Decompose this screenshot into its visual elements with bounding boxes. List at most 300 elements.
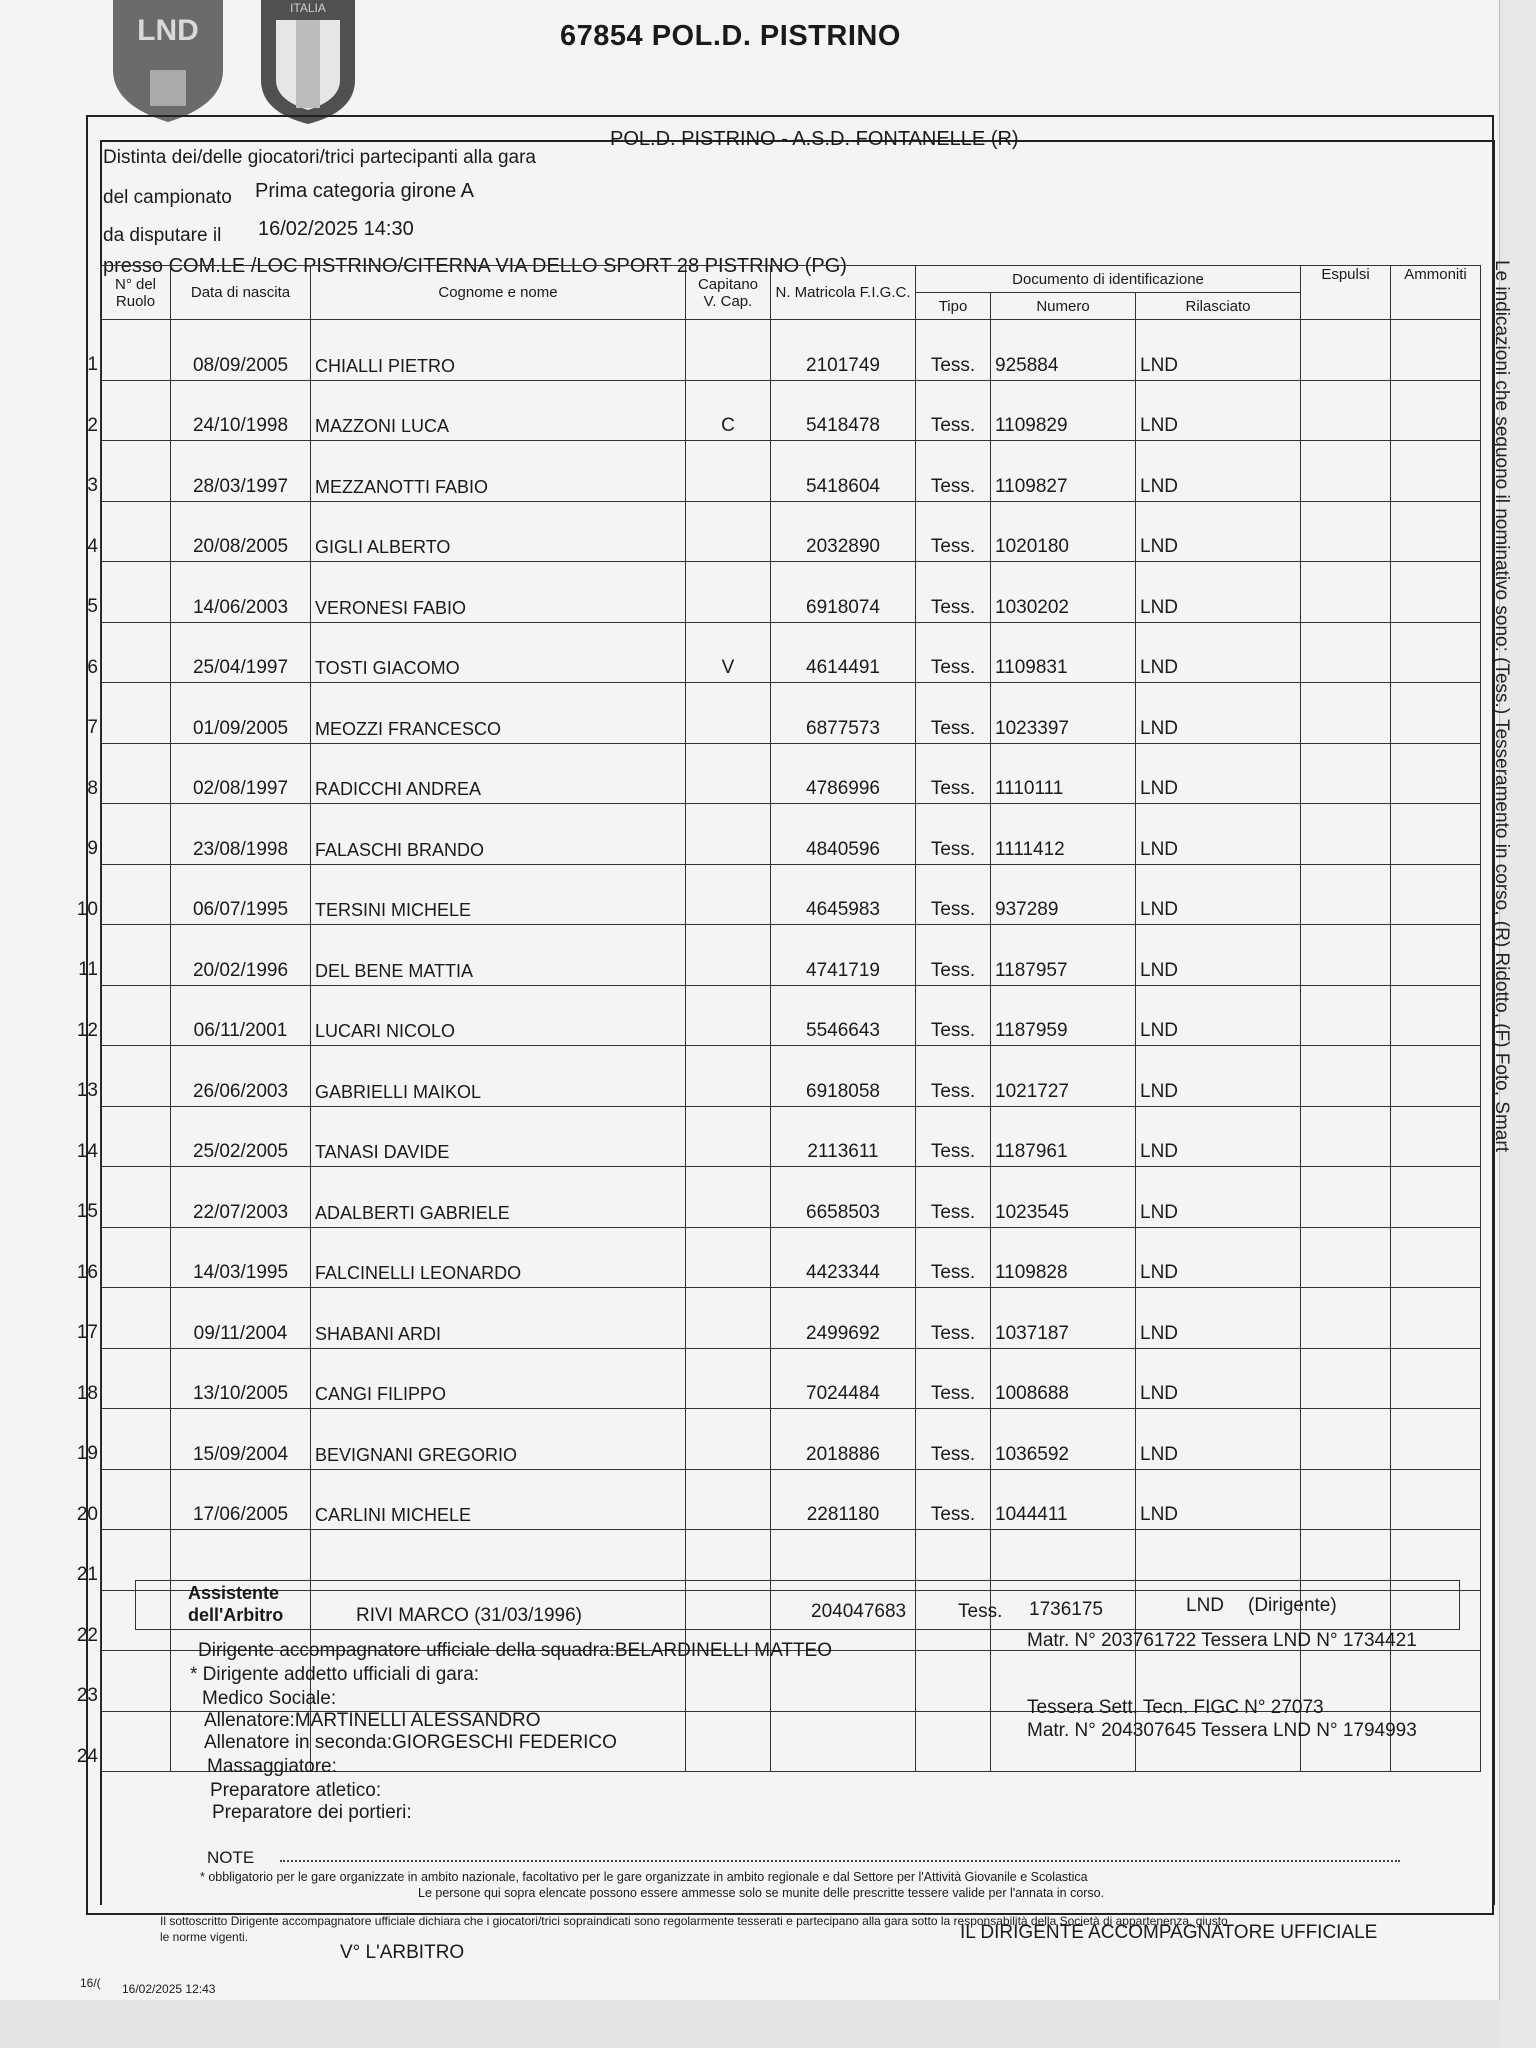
birth-cell: 13/10/2005: [171, 1348, 311, 1409]
championship-label: del campionato: [103, 187, 232, 208]
doc-type-cell: Tess.: [916, 1348, 991, 1409]
row-number: 17: [76, 1322, 98, 1343]
venue-label: presso: [103, 255, 164, 277]
expelled-cell: [1301, 743, 1391, 804]
matricola-cell: 4741719: [771, 925, 916, 986]
doc-issued-cell: LND: [1136, 320, 1301, 381]
doc-type-cell: Tess.: [916, 622, 991, 683]
doc-number-cell: 1021727: [991, 1046, 1136, 1107]
footnote-1: * obbligatorio per le gare organizzate in ambito nazionale, facoltativo per le gare organizzate in ambito regionale e dal Settore per l'Attività Giovanile e Scolastica: [200, 1870, 1088, 1884]
name-cell: FALCINELLI LEONARDO: [311, 1227, 686, 1288]
expelled-cell: [1301, 1288, 1391, 1349]
expelled-cell: [1301, 864, 1391, 925]
doc-issued-cell: LND: [1136, 925, 1301, 986]
role-cell: [101, 1409, 171, 1470]
notes-line: [280, 1860, 1400, 1862]
matricola-cell: 5418604: [771, 441, 916, 502]
expelled-cell: [1301, 1227, 1391, 1288]
row-number: 13: [76, 1080, 98, 1101]
captain-cell: [686, 501, 771, 562]
date-label: da disputare il: [103, 225, 222, 246]
doc-issued-cell: LND: [1136, 683, 1301, 744]
assistant-name: RIVI MARCO (31/03/1996): [356, 1605, 582, 1626]
doc-issued-cell: LND: [1136, 1106, 1301, 1167]
matricola-cell: [771, 1711, 916, 1772]
staff-prep-atletico: Preparatore atletico:: [210, 1780, 382, 1801]
staff-allenatore-info: Tessera Sett. Tecn. FIGC N° 27073: [1027, 1697, 1324, 1718]
assistant-matricola: 204047683: [811, 1601, 907, 1622]
doc-type-cell: Tess.: [916, 985, 991, 1046]
warned-cell: [1391, 1651, 1481, 1712]
staff-dirigente: Dirigente accompagnatore ufficiale della squadra:BELARDINELLI MATTEO: [198, 1640, 832, 1661]
table-row: [101, 1348, 1481, 1409]
row-number: 20: [76, 1504, 98, 1525]
matricola-cell: 2032890: [771, 501, 916, 562]
row-number: 11: [78, 959, 98, 980]
birth-cell: 26/06/2003: [171, 1046, 311, 1107]
matricola-cell: 4645983: [771, 864, 916, 925]
table-row: [101, 925, 1481, 986]
row-number: 15: [76, 1201, 98, 1222]
expelled-cell: [1301, 380, 1391, 441]
doc-number-cell: 937289: [991, 864, 1136, 925]
name-cell: SHABANI ARDI: [311, 1288, 686, 1349]
role-cell: [101, 1469, 171, 1530]
warned-cell: [1391, 1348, 1481, 1409]
expelled-cell: [1301, 562, 1391, 623]
matricola-cell: 6918074: [771, 562, 916, 623]
row-number: 8: [87, 778, 98, 799]
warned-cell: [1391, 1167, 1481, 1228]
staff-massaggiatore: Massaggiatore:: [207, 1756, 337, 1777]
doc-type-cell: Tess.: [916, 320, 991, 381]
birth-cell: 24/10/1998: [171, 380, 311, 441]
doc-number-cell: 1109827: [991, 441, 1136, 502]
declaration-1: Il sottoscritto Dirigente accompagnatore ufficiale dichiara che i giocatori/trici sopraindicati sono regolarmente tesserati e partecipano alla gara sotto la responsabilità della Società di appartenenza, giusto: [160, 1914, 1228, 1928]
role-cell: [101, 1288, 171, 1349]
doc-type-cell: Tess.: [916, 1167, 991, 1228]
table-row: [101, 1046, 1481, 1107]
name-cell: TANASI DAVIDE: [311, 1106, 686, 1167]
warned-cell: [1391, 441, 1481, 502]
warned-cell: [1391, 1469, 1481, 1530]
matricola-cell: 2499692: [771, 1288, 916, 1349]
table-row: [101, 622, 1481, 683]
table-row: [101, 1106, 1481, 1167]
assistant-role: (Dirigente): [1248, 1595, 1337, 1616]
assistant-doc-type: Tess.: [958, 1601, 1003, 1622]
matricola-cell: 5546643: [771, 985, 916, 1046]
table-row: [101, 501, 1481, 562]
name-cell: GABRIELLI MAIKOL: [311, 1046, 686, 1107]
table-row: [101, 1288, 1481, 1349]
name-cell: MAZZONI LUCA: [311, 380, 686, 441]
doc-issued-cell: LND: [1136, 743, 1301, 804]
row-number: 5: [87, 596, 98, 617]
captain-cell: [686, 562, 771, 623]
doc-number-cell: 1008688: [991, 1348, 1136, 1409]
row-number: 24: [76, 1746, 98, 1767]
doc-type-cell: Tess.: [916, 683, 991, 744]
matricola-cell: 6918058: [771, 1046, 916, 1107]
notes-label: NOTE: [207, 1848, 255, 1867]
doc-number-cell: 1037187: [991, 1288, 1136, 1349]
lnd-logo: [108, 0, 228, 125]
birth-cell: 06/11/2001: [171, 985, 311, 1046]
doc-type-cell: [916, 1711, 991, 1772]
warned-cell: [1391, 1288, 1481, 1349]
expelled-cell: [1301, 1409, 1391, 1470]
doc-type-cell: Tess.: [916, 1227, 991, 1288]
matricola-cell: 2281180: [771, 1469, 916, 1530]
row-number: 21: [76, 1564, 98, 1585]
warned-cell: [1391, 562, 1481, 623]
role-cell: [101, 1167, 171, 1228]
captain-cell: [686, 1348, 771, 1409]
col-doc-issued: Rilasciato: [1136, 293, 1301, 320]
matricola-cell: 4786996: [771, 743, 916, 804]
doc-issued-cell: LND: [1136, 864, 1301, 925]
doc-number-cell: 1109828: [991, 1227, 1136, 1288]
name-cell: DEL BENE MATTIA: [311, 925, 686, 986]
name-cell: MEOZZI FRANCESCO: [311, 683, 686, 744]
name-cell: CARLINI MICHELE: [311, 1469, 686, 1530]
staff-prep-portieri: Preparatore dei portieri:: [212, 1802, 412, 1823]
doc-type-cell: Tess.: [916, 864, 991, 925]
matricola-cell: 2101749: [771, 320, 916, 381]
staff-vice: Allenatore in seconda:GIORGESCHI FEDERICO: [204, 1732, 617, 1753]
doc-issued-cell: LND: [1136, 1167, 1301, 1228]
matricola-cell: 6877573: [771, 683, 916, 744]
row-number: 10: [76, 899, 98, 920]
doc-issued-cell: LND: [1136, 1409, 1301, 1470]
doc-number-cell: 925884: [991, 320, 1136, 381]
name-cell: LUCARI NICOLO: [311, 985, 686, 1046]
footnote-2: Le persone qui sopra elencate possono essere ammesse solo se munite delle prescritte tessere valide per l'annata in corso.: [418, 1886, 1105, 1900]
warned-cell: [1391, 864, 1481, 925]
warned-cell: [1391, 683, 1481, 744]
print-timestamp: 16/02/2025 12:43: [122, 1982, 216, 1996]
doc-number-cell: 1109829: [991, 380, 1136, 441]
name-cell: MEZZANOTTI FABIO: [311, 441, 686, 502]
row-number: 16: [76, 1262, 98, 1283]
captain-cell: [686, 1711, 771, 1772]
role-cell: [101, 864, 171, 925]
row-number: 4: [87, 536, 98, 557]
birth-cell: 20/08/2005: [171, 501, 311, 562]
doc-type-cell: Tess.: [916, 925, 991, 986]
doc-number-cell: 1109831: [991, 622, 1136, 683]
expelled-cell: [1301, 683, 1391, 744]
name-cell: VERONESI FABIO: [311, 562, 686, 623]
matricola-cell: 6658503: [771, 1167, 916, 1228]
row-number: 12: [76, 1020, 98, 1041]
birth-cell: 28/03/1997: [171, 441, 311, 502]
captain-cell: [686, 1046, 771, 1107]
doc-issued-cell: LND: [1136, 622, 1301, 683]
doc-type-cell: Tess.: [916, 1409, 991, 1470]
role-cell: [101, 1711, 171, 1772]
doc-issued-cell: LND: [1136, 562, 1301, 623]
col-birth: Data di nascita: [171, 266, 311, 320]
expelled-cell: [1301, 1469, 1391, 1530]
doc-number-cell: 1030202: [991, 562, 1136, 623]
table-row: [101, 743, 1481, 804]
expelled-cell: [1301, 1167, 1391, 1228]
table-row: [101, 1227, 1481, 1288]
doc-type-cell: Tess.: [916, 1288, 991, 1349]
warned-cell: [1391, 622, 1481, 683]
birth-cell: 09/11/2004: [171, 1288, 311, 1349]
role-cell: [101, 743, 171, 804]
doc-type-cell: Tess.: [916, 441, 991, 502]
doc-type-cell: Tess.: [916, 1469, 991, 1530]
role-cell: [101, 501, 171, 562]
role-cell: [101, 1046, 171, 1107]
captain-cell: [686, 985, 771, 1046]
doc-issued-cell: LND: [1136, 441, 1301, 502]
role-cell: [101, 1106, 171, 1167]
footer-mark: 16/(: [80, 1976, 101, 1990]
expelled-cell: [1301, 441, 1391, 502]
doc-type-cell: Tess.: [916, 743, 991, 804]
staff-vice-info: Matr. N° 204307645 Tessera LND N° 1794993: [1027, 1720, 1417, 1741]
assistant-label-1: Assistente: [188, 1583, 280, 1603]
role-cell: [101, 562, 171, 623]
name-cell: TERSINI MICHELE: [311, 864, 686, 925]
assistant-row: [135, 1580, 1460, 1630]
table-row: [101, 864, 1481, 925]
role-cell: [101, 1651, 171, 1712]
captain-cell: [686, 1227, 771, 1288]
row-number: 22: [76, 1625, 98, 1646]
birth-cell: 14/03/1995: [171, 1227, 311, 1288]
birth-cell: 01/09/2005: [171, 683, 311, 744]
expelled-cell: [1301, 1046, 1391, 1107]
warned-cell: [1391, 501, 1481, 562]
assistant-doc-issued: LND: [1186, 1595, 1225, 1616]
birth-cell: 23/08/1998: [171, 804, 311, 865]
birth-cell: 20/02/1996: [171, 925, 311, 986]
name-cell: ADALBERTI GABRIELE: [311, 1167, 686, 1228]
warned-cell: [1391, 320, 1481, 381]
row-number: 7: [87, 717, 98, 738]
warned-cell: [1391, 1409, 1481, 1470]
captain-cell: [686, 1167, 771, 1228]
doc-issued-cell: LND: [1136, 804, 1301, 865]
col-matricola: N. Matricola F.I.G.C.: [771, 266, 916, 320]
birth-cell: 25/02/2005: [171, 1106, 311, 1167]
match-date: 16/02/2025 14:30: [258, 218, 414, 240]
matricola-cell: 7024484: [771, 1348, 916, 1409]
matricola-cell: 2018886: [771, 1409, 916, 1470]
assistant-label-2: dell'Arbitro: [188, 1605, 284, 1625]
table-row: [101, 320, 1481, 381]
expelled-cell: [1301, 1106, 1391, 1167]
col-expelled: Espulsi: [1301, 266, 1391, 320]
row-number: 9: [87, 838, 98, 859]
venue: COM.LE /LOC PISTRINO/CITERNA VIA DELLO SPORT 28 PISTRINO (PG): [168, 255, 847, 277]
table-row: [101, 683, 1481, 744]
name-cell: TOSTI GIACOMO: [311, 622, 686, 683]
col-document: Documento di identificazione: [916, 266, 1301, 293]
expelled-cell: [1301, 622, 1391, 683]
expelled-cell: [1301, 804, 1391, 865]
doc-number-cell: 1023397: [991, 683, 1136, 744]
doc-number-cell: 1187957: [991, 925, 1136, 986]
doc-issued-cell: LND: [1136, 501, 1301, 562]
row-number: 14: [76, 1141, 98, 1162]
matricola-cell: 5418478: [771, 380, 916, 441]
expelled-cell: [1301, 985, 1391, 1046]
captain-cell: [686, 1288, 771, 1349]
match-teams: POL.D. PISTRINO - A.S.D. FONTANELLE (R): [610, 128, 1019, 150]
matricola-cell: 2113611: [771, 1106, 916, 1167]
table-row: [101, 562, 1481, 623]
role-cell: [101, 925, 171, 986]
warned-cell: [1391, 380, 1481, 441]
doc-issued-cell: LND: [1136, 1227, 1301, 1288]
role-cell: [101, 320, 171, 381]
role-cell: [101, 1227, 171, 1288]
declaration-2: le norme vigenti.: [160, 1930, 249, 1944]
col-doc-type: Tipo: [916, 293, 991, 320]
players-table: [100, 265, 1481, 1772]
name-cell: CANGI FILIPPO: [311, 1348, 686, 1409]
captain-cell: [686, 743, 771, 804]
championship: Prima categoria girone A: [255, 180, 475, 202]
official-signature-label: IL DIRIGENTE ACCOMPAGNATORE UFFICIALE: [960, 1922, 1378, 1943]
doc-type-cell: Tess.: [916, 501, 991, 562]
row-number: 2: [87, 415, 98, 436]
assistant-doc-number: 1736175: [1029, 1599, 1103, 1620]
warned-cell: [1391, 804, 1481, 865]
doc-issued-cell: LND: [1136, 1469, 1301, 1530]
col-doc-number: Numero: [991, 293, 1136, 320]
warned-cell: [1391, 1106, 1481, 1167]
name-cell: FALASCHI BRANDO: [311, 804, 686, 865]
doc-number-cell: 1111412: [991, 804, 1136, 865]
name-cell: CHIALLI PIETRO: [311, 320, 686, 381]
table-row: [101, 985, 1481, 1046]
col-name: Cognome e nome: [311, 266, 686, 320]
warned-cell: [1391, 1046, 1481, 1107]
birth-cell: 25/04/1997: [171, 622, 311, 683]
row-number: 18: [76, 1383, 98, 1404]
captain-cell: [686, 1409, 771, 1470]
matricola-cell: 4614491: [771, 622, 916, 683]
doc-type-cell: Tess.: [916, 562, 991, 623]
referee-signature-label: V° L'ARBITRO: [340, 1942, 465, 1963]
birth-cell: 22/07/2003: [171, 1167, 311, 1228]
doc-number-cell: 1110111: [991, 743, 1136, 804]
warned-cell: [1391, 1227, 1481, 1288]
lnd-logo-text: LND: [137, 14, 199, 47]
captain-cell: [686, 1469, 771, 1530]
row-number: 1: [87, 354, 98, 375]
row-number: 23: [76, 1685, 98, 1706]
warned-cell: [1391, 925, 1481, 986]
col-warned: Ammoniti: [1391, 266, 1481, 320]
role-cell: [101, 683, 171, 744]
warned-cell: [1391, 985, 1481, 1046]
doc-type-cell: [916, 1651, 991, 1712]
role-cell: [101, 441, 171, 502]
figc-logo-text: ITALIA: [290, 1, 326, 15]
intro-label: Distinta dei/delle giocatori/trici partecipanti alla gara: [103, 147, 537, 168]
row-number: 19: [76, 1443, 98, 1464]
name-cell: GIGLI ALBERTO: [311, 501, 686, 562]
col-role: N° del Ruolo: [101, 266, 171, 320]
table-row: [101, 441, 1481, 502]
doc-issued-cell: LND: [1136, 380, 1301, 441]
captain-cell: [686, 804, 771, 865]
col-captain: Capitano V. Cap.: [686, 266, 771, 320]
expelled-cell: [1301, 925, 1391, 986]
captain-cell: [686, 320, 771, 381]
captain-cell: [686, 683, 771, 744]
matricola-cell: 4423344: [771, 1227, 916, 1288]
figc-logo: [258, 0, 358, 125]
matricola-cell: 4840596: [771, 804, 916, 865]
row-number: 3: [87, 475, 98, 496]
warned-cell: [1391, 743, 1481, 804]
doc-issued-cell: LND: [1136, 1348, 1301, 1409]
page-title: 67854 POL.D. PISTRINO: [560, 20, 901, 52]
table-row: [101, 380, 1481, 441]
birth-cell: 14/06/2003: [171, 562, 311, 623]
doc-number-cell: 1023545: [991, 1167, 1136, 1228]
doc-number-cell: 1020180: [991, 501, 1136, 562]
row-number: 6: [87, 657, 98, 678]
side-note: Le indicazioni che seguono il nominativo sono: (Tess.) Tesseramento in corso, (R) Ridotto, (F) Foto, Smart: [1491, 260, 1512, 1152]
name-cell: RADICCHI ANDREA: [311, 743, 686, 804]
captain-cell: [686, 925, 771, 986]
captain-cell: V: [686, 622, 771, 683]
table-row: [101, 1409, 1481, 1470]
doc-number-cell: 1036592: [991, 1409, 1136, 1470]
doc-issued-cell: LND: [1136, 985, 1301, 1046]
table-row: [101, 804, 1481, 865]
birth-cell: 15/09/2004: [171, 1409, 311, 1470]
captain-cell: [686, 441, 771, 502]
role-cell: [101, 804, 171, 865]
expelled-cell: [1301, 320, 1391, 381]
table-row: [101, 1167, 1481, 1228]
doc-issued-cell: LND: [1136, 1046, 1301, 1107]
role-cell: [101, 380, 171, 441]
bottom-strip: [0, 2000, 1500, 2048]
name-cell: BEVIGNANI GREGORIO: [311, 1409, 686, 1470]
birth-cell: 02/08/1997: [171, 743, 311, 804]
staff-allenatore: Allenatore:MARTINELLI ALESSANDRO: [204, 1710, 541, 1731]
role-cell: [101, 1348, 171, 1409]
staff-dirigente-info: Matr. N° 203761722 Tessera LND N° 1734421: [1027, 1630, 1417, 1651]
doc-type-cell: Tess.: [916, 1046, 991, 1107]
doc-number-cell: 1187959: [991, 985, 1136, 1046]
doc-type-cell: Tess.: [916, 804, 991, 865]
doc-issued-cell: LND: [1136, 1288, 1301, 1349]
captain-cell: [686, 1106, 771, 1167]
captain-cell: [686, 864, 771, 925]
doc-type-cell: Tess.: [916, 1106, 991, 1167]
role-cell: [101, 985, 171, 1046]
birth-cell: 08/09/2005: [171, 320, 311, 381]
staff-addetto: * Dirigente addetto ufficiali di gara:: [190, 1664, 480, 1685]
birth-cell: 06/07/1995: [171, 864, 311, 925]
doc-type-cell: Tess.: [916, 380, 991, 441]
table-row: [101, 1469, 1481, 1530]
